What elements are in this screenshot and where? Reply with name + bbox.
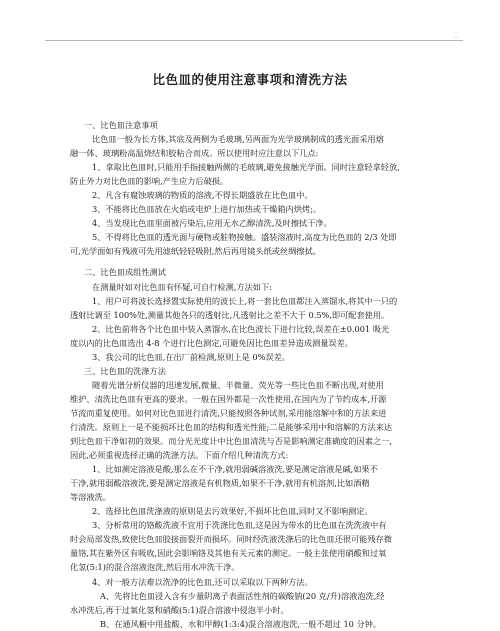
- text-line: 等溶液洗。: [70, 492, 111, 503]
- text-line: 干净,就用弱酸溶液洗,要是测定溶液是有机物质,如果不干净,就用有机溶剂,比如酒精: [70, 478, 370, 489]
- paragraph-gap: [70, 258, 440, 265]
- text-line: 三、比色皿的洗涤方法: [84, 365, 166, 376]
- text-line: 1、拿取比色皿时,只能用手指接触两侧的毛玻璃,避免接触光学面。同时注意轻拿轻放,: [92, 162, 400, 173]
- text-line: B、在通风橱中用盐酸、水和甲醇(1:3:4)混合溶液泡洗,一般不超过 10 分钟。: [100, 618, 382, 629]
- text-line: 维护、清洗比色皿有更高的要求。一般在国外都是一次性使用,在国内为了节约成本,开源: [70, 393, 387, 404]
- text-line: 4、当发现比色皿里面被污染后,应用无水乙醇清洗,及时擦拭干净。: [92, 218, 332, 229]
- text-line: 融一体、玻璃粉高温烧结和胶粘合而成。所以使用时应注意以下几点:: [70, 148, 319, 159]
- text-line: 量铬,其在紫外区有吸收,因此会影响铬及其他有关元素的测定。一般主张使用硝酸和过氧: [70, 548, 387, 559]
- text-line: 度以内的比色皿选出 4-8 个进行比色测定,可避免因比色皿差异造成测量误差。: [70, 337, 353, 348]
- text-line: 节流而重复使用。如何对比色皿进行清洗,只能按照各种试剂,采用能溶解中和的方法来进: [70, 407, 387, 418]
- document-title: 比色皿的使用注意事项和清洗方法: [152, 72, 348, 87]
- text-line: 4、对一般方法难以洗净的比色皿,还可以采取以下两种方法。: [92, 576, 313, 587]
- header-rule: [45, 40, 463, 41]
- text-line: 因此,必须重视选择正确的洗涤方法。下面介绍几种清洗方式:: [70, 450, 289, 461]
- text-line: 二、比色皿成组性测试: [84, 267, 166, 278]
- text-line: 2、凡含有腐蚀玻璃的物质的溶液,不得长期盛放在比色皿中。: [92, 190, 313, 201]
- text-line: 一、比色皿注意事项: [84, 120, 158, 130]
- text-line: A、先将比色皿浸入含有少量阴离子表面活性剂的碳酸钠(20 克/升)溶液泡洗,经: [100, 590, 385, 601]
- text-line: 到比色皿干净如初的效果。而分光光度计中比色皿清洗与否是影响测定准确度的因素之一,: [70, 436, 392, 447]
- text-line: 水冲洗后,再于过氧化氢和硝酸(5:1)混合溶液中侵泡半小时。: [70, 604, 289, 615]
- text-line: 比色皿一般为长方体,其底及两侧为毛玻璃,另两面为光学玻璃制成的透光面采用熔: [92, 134, 384, 145]
- text-line: 随着光谱分析仪器的迅速发展,微量、半微量、荧光等一些比色皿不断出现,对使用: [92, 379, 384, 390]
- text-line: 防止外力对比色皿的影响,产生应力后破损。: [70, 176, 229, 187]
- text-line: 1、用户可将波长选择置实际使用的波长上,将一套比色皿都注入蒸馏水,将其中一只的: [92, 295, 398, 306]
- text-line: 2、比色前将各个比色皿中装入蒸馏水,在比色波长下进行比较,误差在±0.001 吸光: [92, 323, 390, 334]
- text-line: 3、分析常用的铬酸洗液不宜用于洗涤比色皿,这是因为带水的比色皿在洗洗液中有: [92, 520, 387, 531]
- header-corner-mark: -: [455, 34, 458, 41]
- text-line: 1、比如测定溶液是酸,那么在不干净,就用弱碱溶液洗,要是测定溶液是碱,如果不: [92, 464, 378, 475]
- text-line: 2、选择比色皿洗涤液的原则是去污效果好,不损坏比色皿,同时又不影响测定。: [92, 506, 373, 517]
- text-line: 3、我公司的比色皿,在出厂前检测,原则上是 0%误差。: [92, 351, 290, 362]
- document-body: [70, 118, 440, 631]
- text-line: 时会局部发热,致使比色皿胶接面裂开而损坏。同时经洗液洗涤后的比色皿还很可能残存微: [70, 534, 392, 545]
- text-line: 5、不得将比色皿的透光面与硬物或脏物接触。盛装溶液时,高度为比色皿的 2/3 处即: [92, 232, 397, 243]
- text-line: 在测量时如对比色皿有怀疑,可自行检测,方法如下:: [92, 281, 272, 292]
- text-line: 行清洗。原则上一是不能损坏比色皿的结构和透光性能;二是能够采用中和溶解的方法来达: [70, 421, 393, 432]
- text-line: 透射比调至 100%处,测量其他各只的透射比,凡透射比之差不大于 0.5%,即可配套使用。: [70, 309, 390, 320]
- text-line: 化氢(5:1)的混合溶液泡洗,然后用水冲洗干净。: [70, 562, 240, 573]
- text-line: 3、不能将比色皿放在火焰或电炉上进行加热或干燥箱内烘烤;。: [92, 204, 322, 215]
- text-line: 可,光学面如有残液可先用滤纸轻轻吸附,然后再用镜头纸或丝绸擦拭。: [70, 246, 321, 257]
